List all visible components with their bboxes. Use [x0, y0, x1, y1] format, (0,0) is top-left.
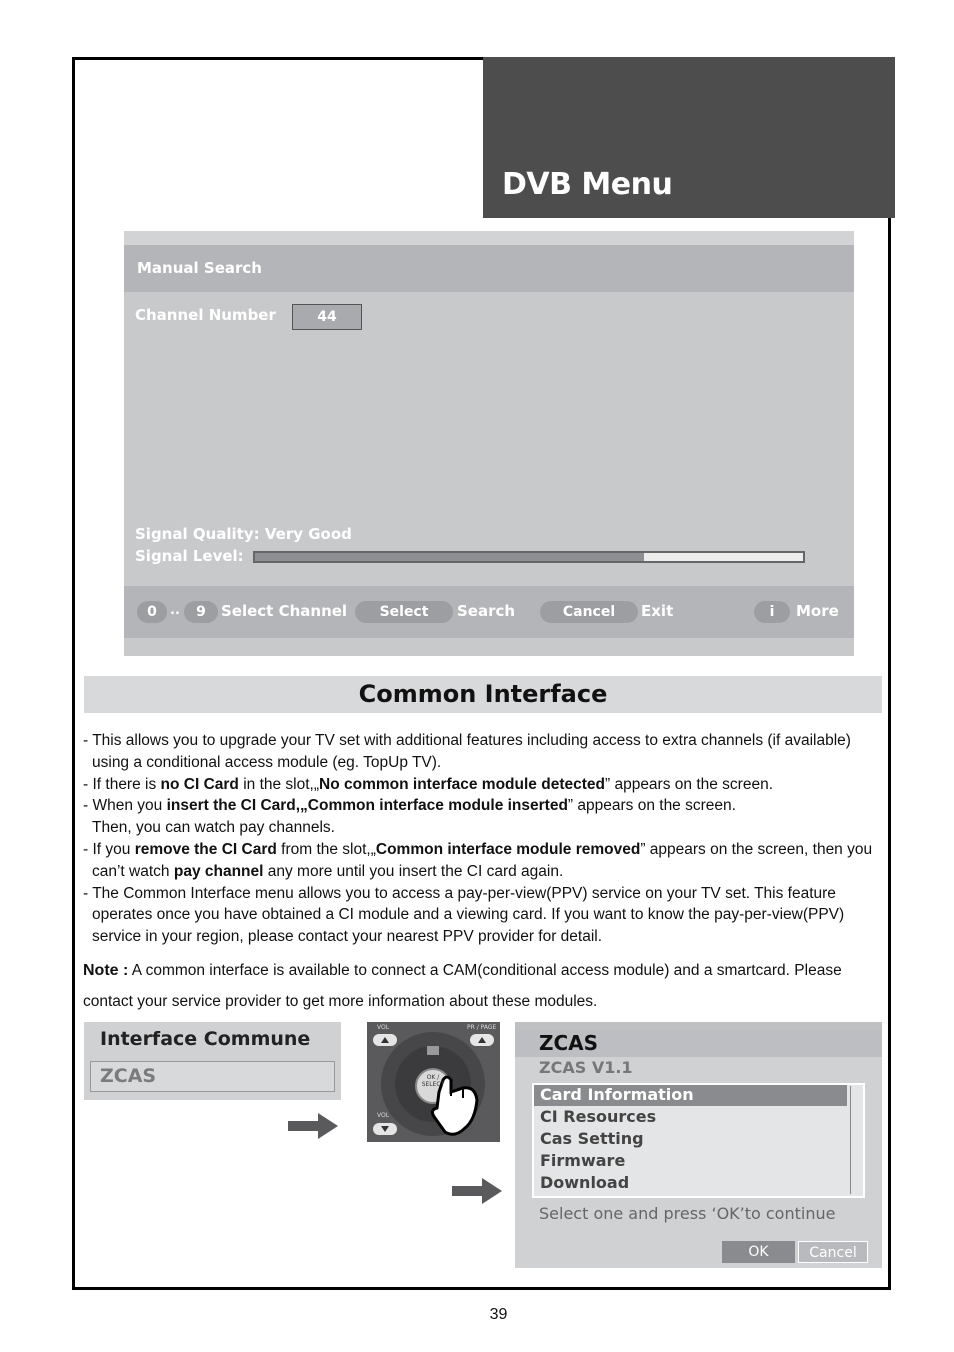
remote-control-illustration [367, 1022, 500, 1142]
zcas-menu-item[interactable] [90, 1061, 335, 1092]
menu-item-label: CI Resources [540, 1107, 657, 1126]
signal-level-bar [253, 551, 805, 563]
exit-label: Exit [641, 602, 674, 620]
select-button[interactable]: Select [355, 601, 453, 623]
paragraph-4 [83, 839, 883, 883]
manual-search-title: Manual Search [137, 259, 262, 277]
p2-text: ” appears on the screen. [604, 775, 774, 793]
p2-text: - If there is [83, 775, 161, 793]
manual-search-screen [124, 231, 854, 656]
more-label: More [796, 602, 839, 620]
vol-up-label: VOL [377, 1024, 390, 1031]
cancel-button[interactable]: Cancel [540, 601, 638, 623]
header-bar [483, 57, 895, 218]
paragraph-3 [83, 795, 883, 839]
manual-search-footer [124, 586, 854, 638]
ok-select-label: OK / SELECT [421, 1074, 445, 1088]
common-interface-heading: Common Interface [84, 676, 882, 713]
menu-item-firmware[interactable] [534, 1151, 847, 1172]
key-0-button[interactable]: 0 [137, 601, 167, 623]
p2-bold: no CI Card [160, 775, 239, 793]
note [83, 955, 883, 1017]
p3-bold: insert the CI Card,„Common interface module inserted [166, 797, 568, 815]
interface-commune-title: Interface Commune [100, 1028, 311, 1050]
vol-down-label: VOL [377, 1112, 390, 1119]
paragraph-2 [83, 774, 883, 796]
zcas-header [515, 1030, 882, 1057]
p4-text: ” appears on the screen, then you can’t watch [92, 840, 873, 880]
manual-search-header [124, 245, 854, 292]
zcas-panel [515, 1022, 882, 1268]
channel-number-input[interactable]: 44 [292, 304, 362, 330]
menu-item-label: Cas Setting [540, 1129, 644, 1148]
p3-text: - When you [83, 797, 167, 815]
paragraph-5: - The Common Interface menu allows you to access a pay-per-view(PPV) service on your TV set. This feature operates once you have obtained a CI module and a viewing card. If you want to know the pay-per-view(PPV) service in your region, please contact your nearest PPV provider for detail. [83, 884, 845, 946]
zcas-cancel-button[interactable]: Cancel [798, 1241, 868, 1263]
menu-item-label: Download [540, 1173, 630, 1192]
zcas-menu-list [532, 1083, 865, 1198]
search-label: Search [457, 602, 516, 620]
key-9-button[interactable]: 9 [184, 601, 218, 623]
p4-bold: pay channel [173, 862, 264, 880]
arrow-right-icon [452, 1178, 502, 1204]
p4-text: - If you [83, 840, 135, 858]
paragraph-1: - This allows you to upgrade your TV set with additional features including access to extra channels (if available) using a conditional access module (eg. TopUp TV). [83, 732, 851, 771]
range-dots: .. [170, 603, 180, 618]
zcas-top-strip [515, 1022, 882, 1030]
signal-quality-text: Signal Quality: Very Good [135, 525, 352, 543]
screen-bottom-strip [124, 638, 854, 656]
page-title: DVB Menu [502, 167, 673, 202]
menu-item-download[interactable] [534, 1173, 847, 1194]
interface-commune-panel [84, 1022, 341, 1100]
channel-number-label: Channel Number [135, 306, 276, 324]
pr-page-label: PR / PAGE [467, 1024, 497, 1031]
select-channel-label: Select Channel [221, 602, 348, 620]
menu-item-label: Firmware [540, 1151, 626, 1170]
list-scrollbar[interactable] [850, 1086, 861, 1194]
p3-text: ” appears on the screen. [567, 797, 736, 815]
common-interface-body [83, 730, 883, 948]
note-text: A common interface is available to connect a CAM(conditional access module) and a smartcard. Please contact your service provider to get more information about these modules. [83, 962, 842, 1010]
p3-text: Then, you can watch pay channels. [92, 819, 335, 837]
p4-text: any more until you insert the CI card again. [263, 862, 564, 880]
p4-bold: remove the CI Card [134, 840, 277, 858]
zcas-version: ZCAS V1.1 [539, 1058, 633, 1077]
menu-item-cas-setting[interactable] [534, 1129, 847, 1150]
screen-top-strip [124, 231, 854, 245]
zcas-title: ZCAS [539, 1031, 599, 1055]
note-label: Note : [83, 962, 129, 979]
menu-item-label: Card Information [540, 1085, 694, 1104]
arrow-right-icon [288, 1113, 338, 1139]
p2-bold: No common interface module detected [319, 775, 605, 793]
ok-button[interactable]: OK [722, 1241, 795, 1263]
p2-text: in the slot,„ [238, 775, 320, 793]
p4-text: from the slot,„ [276, 840, 376, 858]
p4-bold: Common interface module removed [375, 840, 641, 858]
menu-item-card-information[interactable] [534, 1085, 847, 1106]
zcas-hint: Select one and press ‘OK’to continue [539, 1204, 836, 1223]
page-number: 39 [489, 1306, 508, 1323]
menu-item-ci-resources[interactable] [534, 1107, 847, 1128]
signal-level-label: Signal Level: [135, 547, 244, 565]
zcas-item-label: ZCAS [100, 1065, 157, 1087]
signal-level-fill [255, 553, 644, 561]
info-button[interactable]: i [754, 601, 790, 623]
